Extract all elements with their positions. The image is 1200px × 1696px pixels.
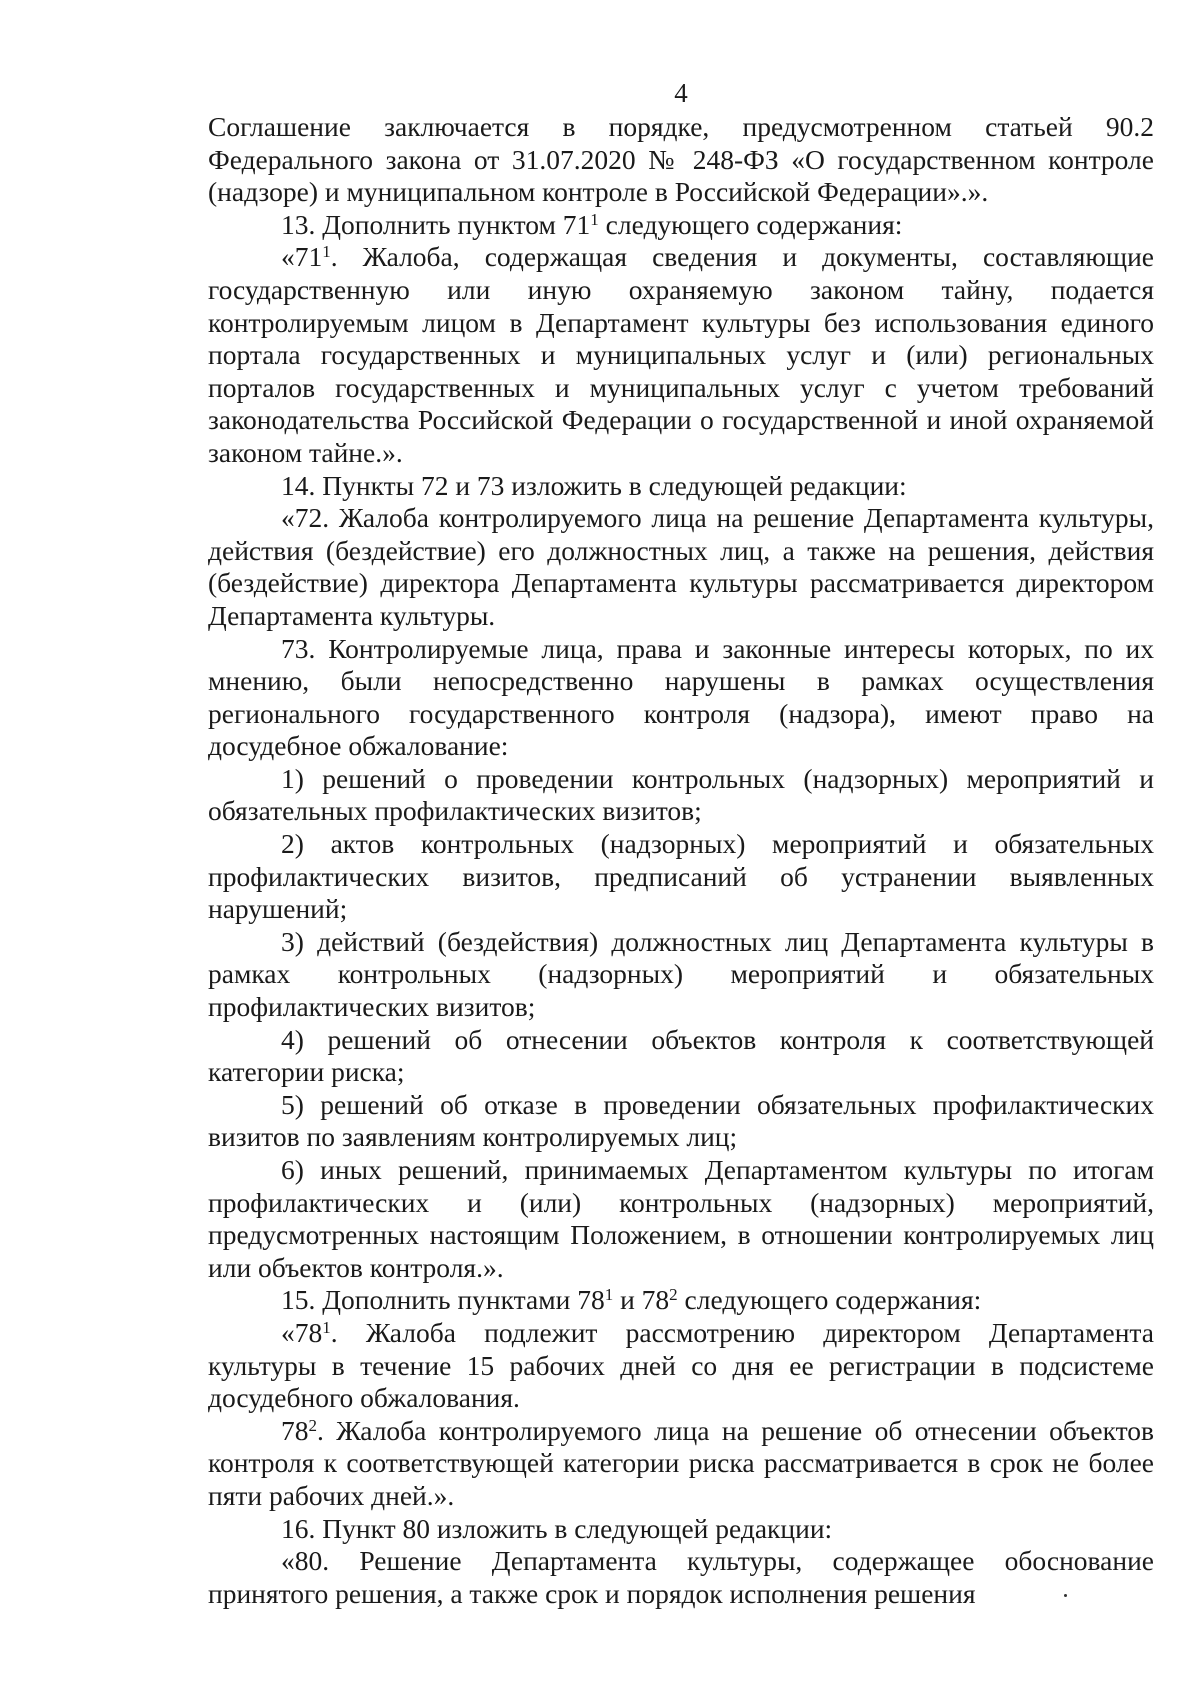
paragraph-text: 3) действий (бездействия) должностных лиц Департамента культуры в рамках контрольных (надзорных) мероприятий и обязательных профилактических визитов; xyxy=(208,925,1154,1023)
paragraph-text: 5) решений об отказе в проведении обязательных профилактических визитов по заявлениям контролируемых лиц; xyxy=(208,1088,1154,1153)
paragraph-text: «80. Решение Департамента культуры, содержащее обоснование принятого решения, а также срок и порядок исполнения решения xyxy=(208,1545,1154,1609)
superscript: 1 xyxy=(590,209,599,229)
paragraph xyxy=(208,1545,1154,1610)
page-number: 4 xyxy=(674,78,688,108)
paragraph xyxy=(208,633,1154,763)
paragraph-text: 14. Пункты 72 и 73 изложить в следующей редакции: xyxy=(281,469,907,501)
paragraph xyxy=(208,1415,1154,1513)
paragraph-text: следующего содержания: xyxy=(598,208,903,240)
paragraph-text: 6) иных решений, принимаемых Департаментом культуры по итогам профилактических и (или) контрольных (надзорных) мероприятий, предусмотренных настоящим Положением, в отношении контролируемых лиц или объектов контроля.». xyxy=(208,1154,1154,1283)
paragraph-text: и 78 xyxy=(613,1284,670,1316)
paragraph-text: . Жалоба, содержащая сведения и документы, составляющие государственную или иную охраняемую законом тайну, подается контролируемым лицом в Департамент культуры без использования единого портала государственных и муниципальных услуг и (или) региональных порталов государственных и муниципальных услуг с учетом требований законодательства Российской Федерации о государственной и иной охраняемой законом тайне.». xyxy=(208,241,1154,468)
superscript: 1 xyxy=(604,1285,614,1305)
paragraph-text: Соглашение заключается в порядке, предусмотренном статьей 90.2 Федерального закона от 31.07.2020 № 248-ФЗ «О государственном контроле (надзоре) и муниципальном контроле в Российской Федерации».». xyxy=(208,111,1154,208)
paragraph-text: «78 xyxy=(281,1316,323,1348)
paragraph-text: . Жалоба контролируемого лица на решение об отнесении объектов контроля к соответствующей категории риска рассматривается в срок не более пяти рабочих дней.». xyxy=(208,1414,1154,1511)
paragraph-text: следующего содержания: xyxy=(677,1284,982,1316)
paragraph xyxy=(208,1089,1154,1154)
paragraph xyxy=(208,763,1154,828)
paragraph xyxy=(208,241,1154,469)
paragraph xyxy=(208,209,1154,242)
paragraph xyxy=(208,1024,1154,1089)
paragraph-text: 1) решений о проведении контрольных (надзорных) мероприятий и обязательных профилактических визитов; xyxy=(208,762,1154,827)
paragraph-text: 78 xyxy=(281,1414,309,1446)
paragraph-text: 13. Дополнить пунктом 71 xyxy=(281,208,591,240)
paragraph-text: 15. Дополнить пунктами 78 xyxy=(281,1284,605,1316)
paragraph xyxy=(208,926,1154,1024)
scan-speck xyxy=(1064,1594,1067,1597)
superscript: 1 xyxy=(322,1317,331,1337)
paragraph-text: 2) актов контрольных (надзорных) мероприятий и обязательных профилактических визитов, предписаний об устранении выявленных нарушений; xyxy=(208,828,1154,925)
superscript: 2 xyxy=(308,1415,317,1435)
paragraph-text: 4) решений об отнесении объектов контроля к соответствующей категории риска; xyxy=(208,1023,1154,1088)
paragraph-text: 16. Пункт 80 изложить в следующей редакции: xyxy=(281,1512,833,1544)
document-body xyxy=(208,111,1154,1610)
paragraph-text: «71 xyxy=(281,241,323,273)
paragraph xyxy=(208,1154,1154,1284)
paragraph xyxy=(208,470,1154,503)
paragraph xyxy=(208,828,1154,926)
paragraph xyxy=(208,111,1154,209)
paragraph-text: 73. Контролируемые лица, права и законные интересы которых, по их мнению, были непосредственно нарушены в рамках осуществления регионального государственного контроля (надзора), имеют право на досудебное обжалование: xyxy=(208,632,1154,762)
paragraph xyxy=(208,1284,1154,1317)
superscript: 2 xyxy=(669,1285,678,1305)
paragraph-text: . Жалоба подлежит рассмотрению директором Департамента культуры в течение 15 рабочих дней со дня ее регистрации в подсистеме досудебного обжалования. xyxy=(208,1316,1154,1414)
superscript: 1 xyxy=(322,242,331,262)
paragraph xyxy=(208,1317,1154,1415)
paragraph xyxy=(208,1513,1154,1546)
paragraph-text: «72. Жалоба контролируемого лица на решение Департамента культуры, действия (бездействие) его должностных лиц, а также на решения, действия (бездействие) директора Департамента культуры рассматривается директором Департамента культуры. xyxy=(208,502,1154,631)
paragraph xyxy=(208,502,1154,632)
